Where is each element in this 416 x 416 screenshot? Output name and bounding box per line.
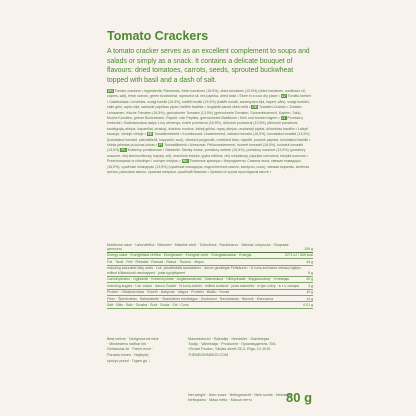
lang-badge-lt: LT	[281, 116, 286, 121]
nutrition-value: 2271 kJ / 549 kcal	[284, 253, 313, 258]
nutrition-header-label: Nutritional value · Uzturvērtība · Nährwert · Maistinė vertė · Toitevärtus · Ravintoarvo · Wartość odżywcza · Пищевая ценность	[107, 242, 289, 251]
nutrition-label: Protein · Olbaltumvielas · Eiweiß · Baltymai · Valgud · Proteiini · Białko · Белки	[107, 290, 230, 295]
lang-badge-en: EN	[108, 89, 113, 93]
nutrition-value: 25 g	[306, 277, 313, 282]
ingredients-lv: Tomātu krekeri • Sastāvdaļas: Linsēklas, svaigi tomāti (16.5%), kaltēti tomāti (13.5%) (kaltēti tomāti, saulespuķu eļļa, kaperi, sāls), svaigi burkāni, zaļie griķi, rapšu eļļa, sarkanie paprikas pipari, kaltēts baziliks • Uzglabāt sausā vēsā vietā •	[107, 94, 311, 110]
ingredients-ru: Томатные крекеры • Ингредиенты: Семена льна, свежие помидоры (16,5%), сушёные помидоры (13,5%) (сушёные помидоры, подсолнечное масло, каперсы, соль), свежая морковь, зелёная гречка, рапсовое масло, красная паприка, сушёный базилик • Хранить в сухом прохладном месте •	[107, 159, 310, 175]
ingredients-de: Tomaten-Cracker • Zutaten: Leinsamen, frische Tomaten (16,5%), getrocknete Tomaten (13,5%) (getrocknete Tomaten, Sonnenblumenöl, Kapern, Salz), frische Karotten, grüner Buchweizen, Rapsöl, rote Paprika, getrocknetes Basilikum • Kühl und trocken lagern •	[107, 105, 303, 121]
nutrition-label: Salt · Sāls · Salz · Druska · Sool · Suola · Sól · Соль	[107, 303, 189, 308]
nutrition-value: 0.01 g	[303, 303, 313, 308]
manufacturer-block	[188, 337, 276, 358]
nutrition-label: including sugars · t.sk. cukuri · davon Zucker · iš kurių cukrūs · millest suhkrud · josta sokereita · w tym cukry · в т.ч. сахара	[107, 283, 299, 288]
best-before-text: Best before · Derīguma termiņš · Mindestens haltbar bis · Geriausias iki · Parim enne · Parasta ennen · Najlepiej spożyć przed · Годен до	[107, 337, 159, 363]
nutrition-value: 10 g	[306, 290, 313, 295]
net-weight-label: Net weight · Neto svars · Nettogewicht · Neto svoris · Netokaal · Nettopaino · Masa netto · Масса нетто	[188, 393, 293, 402]
manufacturer-text: Manufactured · Ražotājs · Hersteller · Gamintojas · Tootja · Valmistaja · Producent · Производитель: SIA «Smart Foods», Skolas street 25-3, Rīga, LV-1010.	[188, 337, 276, 352]
lang-badge-de: DE	[252, 105, 257, 110]
product-intro: A tomato cracker serves as an excellent complement to soups and salads or simply as a snack. It contains a delicate bouquet of flavours: dried tomatoes, carrots, seeds, sprouted buckwheat topped with basil and a dash of salt.	[107, 48, 310, 85]
arrow-down-icon: ↓	[148, 357, 151, 363]
nutrition-header-value: 100 g	[304, 246, 313, 251]
net-weight-value: 80 g	[286, 390, 313, 405]
nutrition-label: including saturated fatty acids · t.sk. piesātinātās taukskābes · davon gesättigte Fettsäuren · iš kurių sočiosios riebalų rūgštys · millest küllastunud rasvhapped · josta tyydyttyneet	[107, 266, 303, 275]
nutrition-value: 44 g	[306, 259, 313, 264]
ingredients-pl: Krakersy pomidorowe • Składniki: Siemię lniane, pomidory świeże (16,5%), pomidory suszone (13,5%) (pomidory suszone, olej słonecznikowy, kapary, sól), marchew świeża, gryka zielona, olej rzepakowy, papryka czerwona, bazylia suszona • Przechowywać w chłodnym i suchym miejscu •	[107, 148, 308, 164]
nutrition-value: 3 g	[308, 283, 313, 288]
nutrition-table	[107, 242, 313, 309]
best-before-block	[107, 337, 159, 364]
nutrition-header-row	[107, 242, 313, 253]
nutrition-label: Fat · Tauki · Fett · Riebalai · Rasvad · Rasva · Tłuszcz · Жиры	[107, 259, 204, 264]
lang-badge-fi: FI	[159, 143, 163, 148]
ingredients-lt: Pomidorų krekeriai • Sudedamosios dalys: Linų sėmenys, švieži pomidorai (16,5%), džiovinti pomidorai (13,5%) (džiovinti pomidorai, saulėgrąžų aliejus, kaparėliai, druska), šviežios morkos, žalieji grikiai, rapsų aliejus, raudonieji pipirai, džiovintas baziliks • Laikyti sausoje, vėsioje vietoje •	[107, 116, 308, 137]
website-link: THEBEGINNINGS.COM	[188, 353, 229, 358]
lang-badge-ee: EE	[147, 132, 153, 137]
ingredients-fi: Tomaattikeksit • Ainesosat: Pellavansiemenet, tuoreet tomaatit (16,5%), kuivatut tomaatit (13,5%)	[107, 143, 304, 153]
ingredients-ee: Tomatikreekerid • Koostisosad: Linaseemned, värsked tomatid (16,5%), kuivatatud tomatid (13,5%) (kuivatatud tomatid, päevalilleõli, kappariid, sool), värsked porgandid, rohelised tatar, rapsiõli, punane paprika, kuivatatud basiilik • Hoida jahedas ja kuivas kohas •	[107, 132, 311, 148]
nutrition-label: Fiber · Šķiedrvielas · Ballaststoffe · Skaidulinės medžiagos · Kiudained · Ravintokuitu · Błonnik · Клетчатка	[107, 296, 274, 301]
nutrition-label: Carbohydrates · Ogļhidrāti · Kohlenhydrate · Angliavandeniai · Süsivesikud · Hiilihydraatit · Węglowodany · Углеводы	[107, 277, 290, 282]
ingredients-block	[107, 89, 312, 176]
ingredients-en: Tomato crackers • Ingredients: Flaxseeds, fresh tomatoes (16.5%), dried tomatoes (13.5%) (dried tomatoes, sunflower oil, capers, salt), fresh carrots, green buckwheat, rapeseed oil, red paprika, dried basil • Store in a cool dry place •	[107, 89, 306, 99]
lang-badge-ru: RU	[182, 159, 188, 164]
lang-badge-pl: PL	[121, 148, 126, 153]
lang-badge-lv: LV	[281, 94, 286, 99]
nutrition-row-salt	[107, 302, 313, 308]
nutrition-value: 6 g	[308, 270, 313, 275]
nutrition-label: Energy value · Enerģētiskā vērtība · Energiewert · Energinė vertė · Energiasisaldus · Energia	[107, 253, 252, 258]
nutrition-row-saturated	[107, 266, 313, 277]
nutrition-value: 14 g	[306, 296, 313, 301]
product-title: Tomato Crackers	[107, 29, 209, 43]
